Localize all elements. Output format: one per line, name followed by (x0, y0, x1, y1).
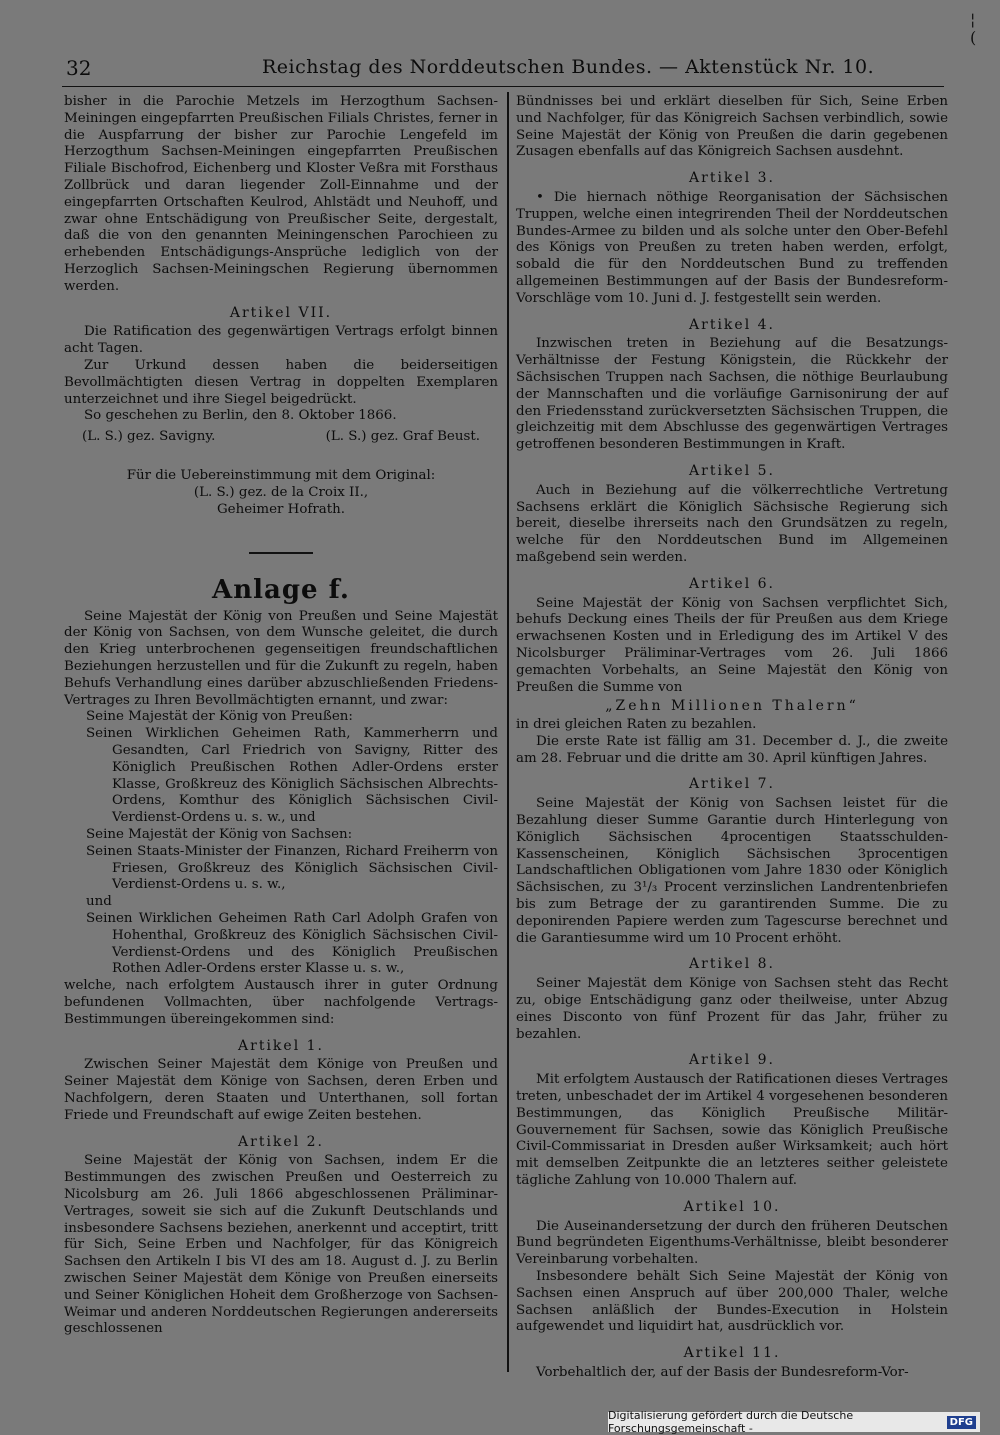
article-heading: Artikel 7. (689, 776, 775, 793)
article-heading: Artikel 10. (683, 1198, 781, 1215)
paragraph: Die Ratification des gegenwärtigen Vertrags erfolgt binnen acht Tagen. (64, 324, 498, 357)
conjunction: und (86, 894, 112, 910)
edge-mark: ( (970, 28, 977, 47)
paragraph: Auch in Beziehung auf die völkerrechtliche Vertretung Sachsens erklärt die Königlich Sächsische Regierung sich bereit, dieselbe ihrerseits nach den Grundsätzen zu regeln, welche für den Norddeutschen Bund im Allgemeinen maßgebend sein werden. (516, 482, 948, 565)
sum-line: „Zehn Millionen Thalern“ (605, 698, 859, 715)
signature-beust: (L. S.) gez. Graf Beust. (325, 429, 480, 445)
article-heading: Artikel VII. (229, 304, 333, 321)
article-heading: Artikel 8. (689, 956, 775, 973)
paragraph: Bündnisses bei und erklärt dieselben für Sich, Seine Erben und Nachfolger, für das Königreich Sachsen verbindlich, sowie Seine Majestät der König von Preußen die darin gegebenen Zusagen ebenfalls auf das Königreich Sachsen ausdehnt. (516, 94, 948, 160)
paragraph: Die erste Rate ist fällig am 31. December d. J., die zweite am 28. Februar und die dritte am 30. April künftigen Jahres. (516, 733, 948, 766)
paragraph: bisher in die Parochie Metzels im Herzogthum Sachsen-Meiningen eingepfarrten Preußischen Filials Christes, ferner in die Auspfarrung der bisher zur Parochie Lengefeld im Herzogthum Sachsen-Meiningen eingepfarrten Preußischen Filiale Bischofrod, Eichenberg und Kloster Veßra mit Forsthaus Zollbrück und daran liegender Zoll-Einnahme und der eingepfarrten Ortschaften Keulrod, Ahlstädt und Neuhoff, und zwar ohne Entschädigung von Preußischer Seite, dergestalt, daß die von den genannten Meiningenschen Parochieen zu erhebenden Entschädigungs-Ansprüche lediglich von der Herzoglich Sachsen-Meiningschen Regierung übernommen werden. (64, 94, 498, 294)
paragraph: Seine Majestät der König von Sachsen leistet für die Bezahlung dieser Summe Garantie durch Hinterlegung von Königlich Sächsischen 4procentigen Staatsschulden-Kassenscheinen, Königlich Sächsischen 3procentigen Landschaftlichen Obligationen vom Jahre 1830 oder Königlich Sächsischen, zu 3¹/₃ Procent verzinslichen Landrentenbriefen bis zum Betrage der zu garantirenden Summe. Die zu deponirenden Papiere werden zum Tagescurse berechnet und die Garantiesumme wird um 10 Procent erhöht. (516, 796, 948, 946)
signature-row (64, 429, 498, 446)
certification-title: Geheimer Hofrath. (216, 501, 346, 517)
article-heading: Artikel 5. (689, 462, 775, 479)
plenipotentiary-entry: Seinen Wirklichen Geheimen Rath Carl Adolph Grafen von Hohenthal, Großkreuz des Königlich Sächsischen Civil-Verdienst-Ordens und des Königlich Preußischen Rothen Adler-Ordens erster Klasse u. s. w., (86, 910, 498, 977)
page-number: 32 (66, 56, 92, 80)
plenipotentiary-entry: Seinen Staats-Minister der Finanzen, Richard Freiherrn von Friesen, Großkreuz des Königlich Sächsischen Civil-Verdienst-Ordens u. s. w., (86, 843, 498, 893)
paragraph: Zwischen Seiner Majestät dem Könige von Preußen und Seiner Majestät dem Könige von Sachsen, deren Erben und Nachfolgern, deren Staaten und Unterthanen, soll fortan Friede und Freundschaft auf ewige Zeiten bestehen. (64, 1057, 498, 1123)
plenipotentiary-entry: Seinen Wirklichen Geheimen Rath, Kammerherrn und Gesandten, Carl Friedrich von Savigny, Ritter des Königlich Preußischen Rothen Adler-Ordens erster Klasse, Großkreuz des Königlich Sächsischen Albrechts-Ordens, Komthur des Königlich Sächsischen Civil-Verdienst-Ordens u. s. w., und (86, 726, 498, 826)
anlage-heading: Anlage f. (212, 574, 350, 605)
article-heading: Artikel 4. (689, 316, 775, 333)
certification-line: Für die Uebereinstimmung mit dem Original: (126, 467, 436, 483)
plenipotentiary-heading: Seine Majestät der König von Preußen: (86, 709, 353, 725)
paragraph: Inzwischen treten in Beziehung auf die Besatzungs-Verhältnisse der Festung Königstein, die Rückkehr der Sächsischen Truppen nach Sachsen, die nöthige Beurlaubung der Mannschaften und die vorläufige Garnisonirung der auf den Friedensstand zurückversetzten Sächsischen Truppen, die gleichzeitig mit dem Abschlusse des gegenwärtigen Vertrages getroffenen besonderen Bestimmungen in Kraft. (516, 336, 948, 453)
paragraph: Insbesondere behält Sich Seine Majestät der König von Sachsen einen Anspruch auf über 200,000 Thaler, welche Sachsen anläßlich der Bundes-Execution in Holstein aufgewendet und liquidirt hat, ausdrücklich vor. (516, 1269, 948, 1335)
paragraph: Seine Majestät der König von Sachsen verpflichtet Sich, behufs Deckung eines Theils der für Preußen aus dem Kriege erwachsenen Kosten und in Erledigung des im Artikel V des Nicolsburger Präliminar-Vertrages vom 26. Juli 1866 gemachten Vorbehalts, an Seine Majestät den König von Preußen die Summe von (516, 595, 948, 695)
dfg-logo: DFG (947, 1416, 976, 1429)
left-column (64, 94, 498, 1338)
article-heading: Artikel 2. (238, 1133, 324, 1150)
signature-savigny: (L. S.) gez. Savigny. (82, 429, 216, 445)
article-heading: Artikel 6. (689, 575, 775, 592)
date-line: So geschehen zu Berlin, den 8. Oktober 1866. (84, 408, 397, 424)
paragraph: Mit erfolgtem Austausch der Ratificationen dieses Vertrages treten, unbeschadet der im Artikel 4 vorgesehenen besonderen Bestimmungen, das Königlich Preußische Militär-Gouvernement für Sachsen, sowie das Königlich Preußische Civil-Commissariat in Dresden außer Wirksamkeit; auch hört mit demselben Zeitpunkte die an letzteres seither geleistete tägliche Zahlung von 10.000 Thalern auf. (516, 1072, 948, 1189)
paragraph: Die Auseinandersetzung der durch den früheren Deutschen Bund begründeten Eigenthums-Verhältnisse, bleibt besonderer Vereinbarung vorbehalten. (516, 1218, 948, 1268)
running-head: Reichstag des Norddeutschen Bundes. — Aktenstück Nr. 10. (262, 56, 875, 78)
page-header (62, 52, 944, 87)
plenipotentiary-heading: Seine Majestät der König von Sachsen: (86, 826, 353, 842)
paragraph: in drei gleichen Raten zu bezahlen. (516, 717, 757, 733)
certification-signature: (L. S.) gez. de la Croix II., (193, 484, 369, 500)
paragraph: Zur Urkund dessen haben die beiderseitigen Bevollmächtigten diesen Vertrag in doppelten Exemplaren unterzeichnet und ihre Siegel beigedrückt. (64, 357, 498, 407)
paragraph: Seine Majestät der König von Preußen und Seine Majestät der König von Sachsen, von dem Wunsche geleitet, die durch den Krieg unterbrochenen gegenseitigen freundschaftlichen Beziehungen herzustellen und für die Zukunft zu regeln, haben Behufs Verhandlung eines darüber abzuschließenden Friedens-Vertrages zu Ihren Bevollmächtigten ernannt, und zwar: (64, 608, 498, 708)
paragraph: Seiner Majestät dem Könige von Sachsen steht das Recht zu, obige Entschädigung ganz oder theilweise, unter Abzug eines Disconto von fünf Prozent für das Jahr, früher zu bezahlen. (516, 976, 948, 1042)
edge-mark: ¦ (970, 10, 976, 29)
paragraph: • Die hiernach nöthige Reorganisation der Sächsischen Truppen, welche einen integrirenden Theil der Norddeutschen Bundes-Armee zu bilden und als solche unter den Ober-Befehl des Königs von Preußen zu treten haben werden, erfolgt, sobald die für den Norddeutschen Bund zu treffenden allgemeinen Bestimmungen auf der Basis der Bundesreform-Vorschläge vom 10. Juni d. J. festgestellt sein werden. (516, 189, 948, 306)
paragraph: Vorbehaltlich der, auf der Basis der Bundesreform-Vor- (536, 1364, 909, 1380)
article-heading: Artikel 11. (683, 1345, 781, 1362)
article-heading: Artikel 3. (689, 170, 775, 187)
paragraph: welche, nach erfolgtem Austausch ihrer in guter Ordnung befundenen Vollmachten, über nachfolgende Vertrags-Bestimmungen übereingekommen sind: (64, 978, 498, 1027)
credit-text: Digitalisierung gefördert durch die Deutsche Forschungsgemeinschaft - (608, 1409, 854, 1435)
digitization-credit (608, 1409, 980, 1435)
article-heading: Artikel 9. (689, 1052, 775, 1069)
article-heading: Artikel 1. (238, 1037, 324, 1054)
column-divider (507, 92, 509, 1372)
paragraph: Seine Majestät der König von Sachsen, indem Er die Bestimmungen des zwischen Preußen und Oesterreich zu Nicolsburg am 26. Juli 1866 abgeschlossenen Präliminar-Vertrages, soweit sie sich auf die Zukunft Deutschlands und insbesondere Sachsens beziehen, anerkennt und acceptirt, tritt für Sich, Seine Erben und Nachfolger, für das Königreich Sachsen den Artikeln I bis VI des am 18. August d. J. zu Berlin zwischen Seiner Majestät dem Könige von Preußen einerseits und Seiner Königlichen Hoheit dem Großherzoge von Sachsen-Weimar und anderen Norddeutschen Regierungen andererseits geschlossenen (64, 1153, 498, 1337)
right-column (516, 94, 948, 1382)
section-divider (249, 552, 313, 554)
